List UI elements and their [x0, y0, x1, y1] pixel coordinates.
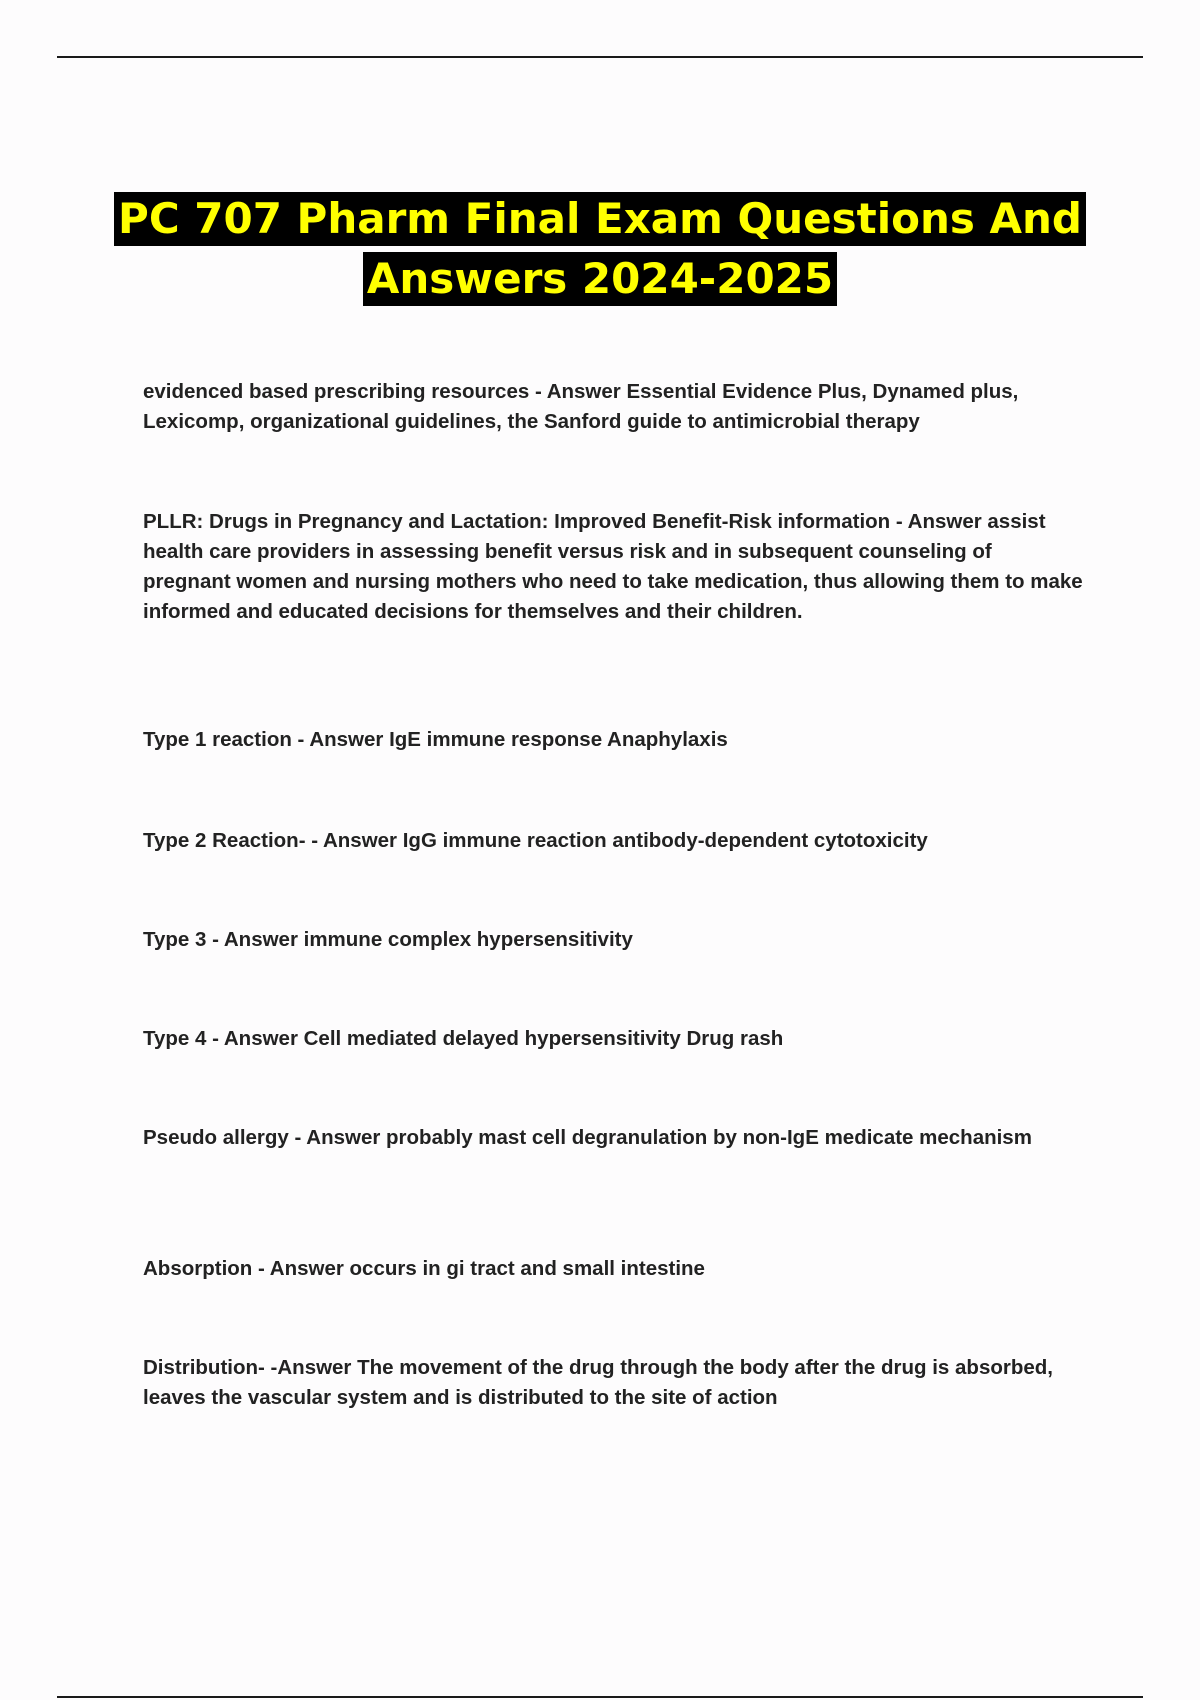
title-line-1: PC 707 Pharm Final Exam Questions And	[114, 192, 1086, 246]
qa-item: Type 1 reaction - Answer IgE immune response Anaphylaxis	[143, 728, 728, 751]
qa-item: Pseudo allergy - Answer probably mast cell degranulation by non-IgE medicate mechanism	[143, 1126, 1032, 1149]
document-title	[0, 192, 1200, 306]
qa-item: Distribution- -Answer The movement of the drug through the body after the drug is absorbed, leaves the vascular system and is distributed to the site of action	[143, 1356, 1053, 1409]
qa-item: Type 2 Reaction- - Answer IgG immune reaction antibody-dependent cytotoxicity	[143, 829, 928, 852]
qa-item: Type 3 - Answer immune complex hypersensitivity	[143, 928, 633, 951]
top-rule	[57, 56, 1143, 58]
qa-item: PLLR: Drugs in Pregnancy and Lactation: Improved Benefit-Risk information - Answer assist health care providers in assessing benefit versus risk and in subsequent counseling of pregnant women and nursing mothers who need to take medication, thus allowing them to make informed and educated decisions for themselves and their children.	[143, 510, 1083, 623]
qa-item: Type 4 - Answer Cell mediated delayed hypersensitivity Drug rash	[143, 1027, 784, 1050]
bottom-rule	[57, 1696, 1143, 1698]
qa-item: Absorption - Answer occurs in gi tract and small intestine	[143, 1257, 705, 1280]
title-line-2: Answers 2024-2025	[363, 252, 837, 306]
qa-item: evidenced based prescribing resources - Answer Essential Evidence Plus, Dynamed plus, Lexicomp, organizational guidelines, the Sanford guide to antimicrobial therapy	[143, 380, 1019, 433]
